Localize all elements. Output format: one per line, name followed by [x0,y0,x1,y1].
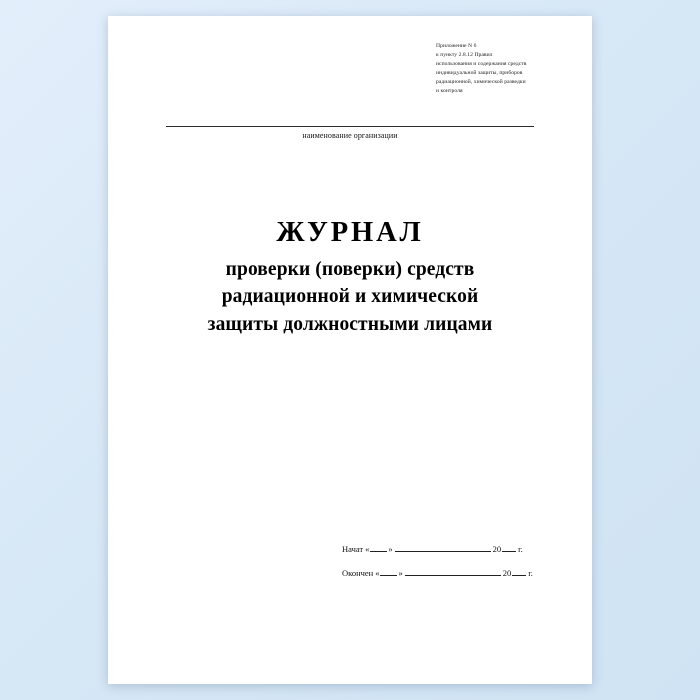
field-started-year-suffix: г. [518,544,523,554]
appendix-line-1: Приложение N 6 [436,43,477,49]
page-subtitle-line-2: радиационной и химической [221,286,479,308]
field-started-quote-open: « [365,544,370,554]
page-subtitle-line-3: защиты должностными лицами [207,313,493,335]
organization-rule [166,126,534,127]
appendix-line-6: и контроля [436,88,463,95]
appendix-line-5: радиационной, химической разведки [436,79,526,86]
field-started-day-blank[interactable] [370,543,387,552]
page-subtitle-line-1: проверки (поверки) средств [225,259,475,281]
footer-fields [342,543,558,591]
field-finished-month-blank[interactable] [405,567,501,576]
field-started-year-prefix: 20 [492,544,502,554]
organization-caption: наименование организации [302,131,398,140]
field-finished-quote-close: » [398,568,403,578]
field-started [342,543,558,554]
appendix-line-3: использования и содержания средств [436,61,527,68]
field-finished-day-blank[interactable] [380,567,397,576]
field-started-quote-close: » [388,544,393,554]
appendix-note [436,42,566,96]
document-page [108,16,592,684]
field-finished-year-prefix: 20 [502,568,512,578]
organization-block [166,126,534,140]
field-finished [342,567,558,578]
field-started-month-blank[interactable] [395,543,491,552]
field-started-label: Начат [342,544,364,554]
title-block [138,216,562,338]
field-finished-quote-open: « [375,568,380,578]
field-started-year-blank[interactable] [502,543,516,552]
page-title: ЖУРНАЛ [276,217,424,248]
appendix-line-2: к пункту 2.8.12 Правил [436,52,493,59]
field-finished-year-suffix: г. [528,568,533,578]
field-finished-label: Окончен [342,568,374,578]
appendix-line-4: индивидуальной защиты, приборов [436,70,523,77]
page-subtitle [138,256,562,338]
field-finished-year-blank[interactable] [512,567,526,576]
